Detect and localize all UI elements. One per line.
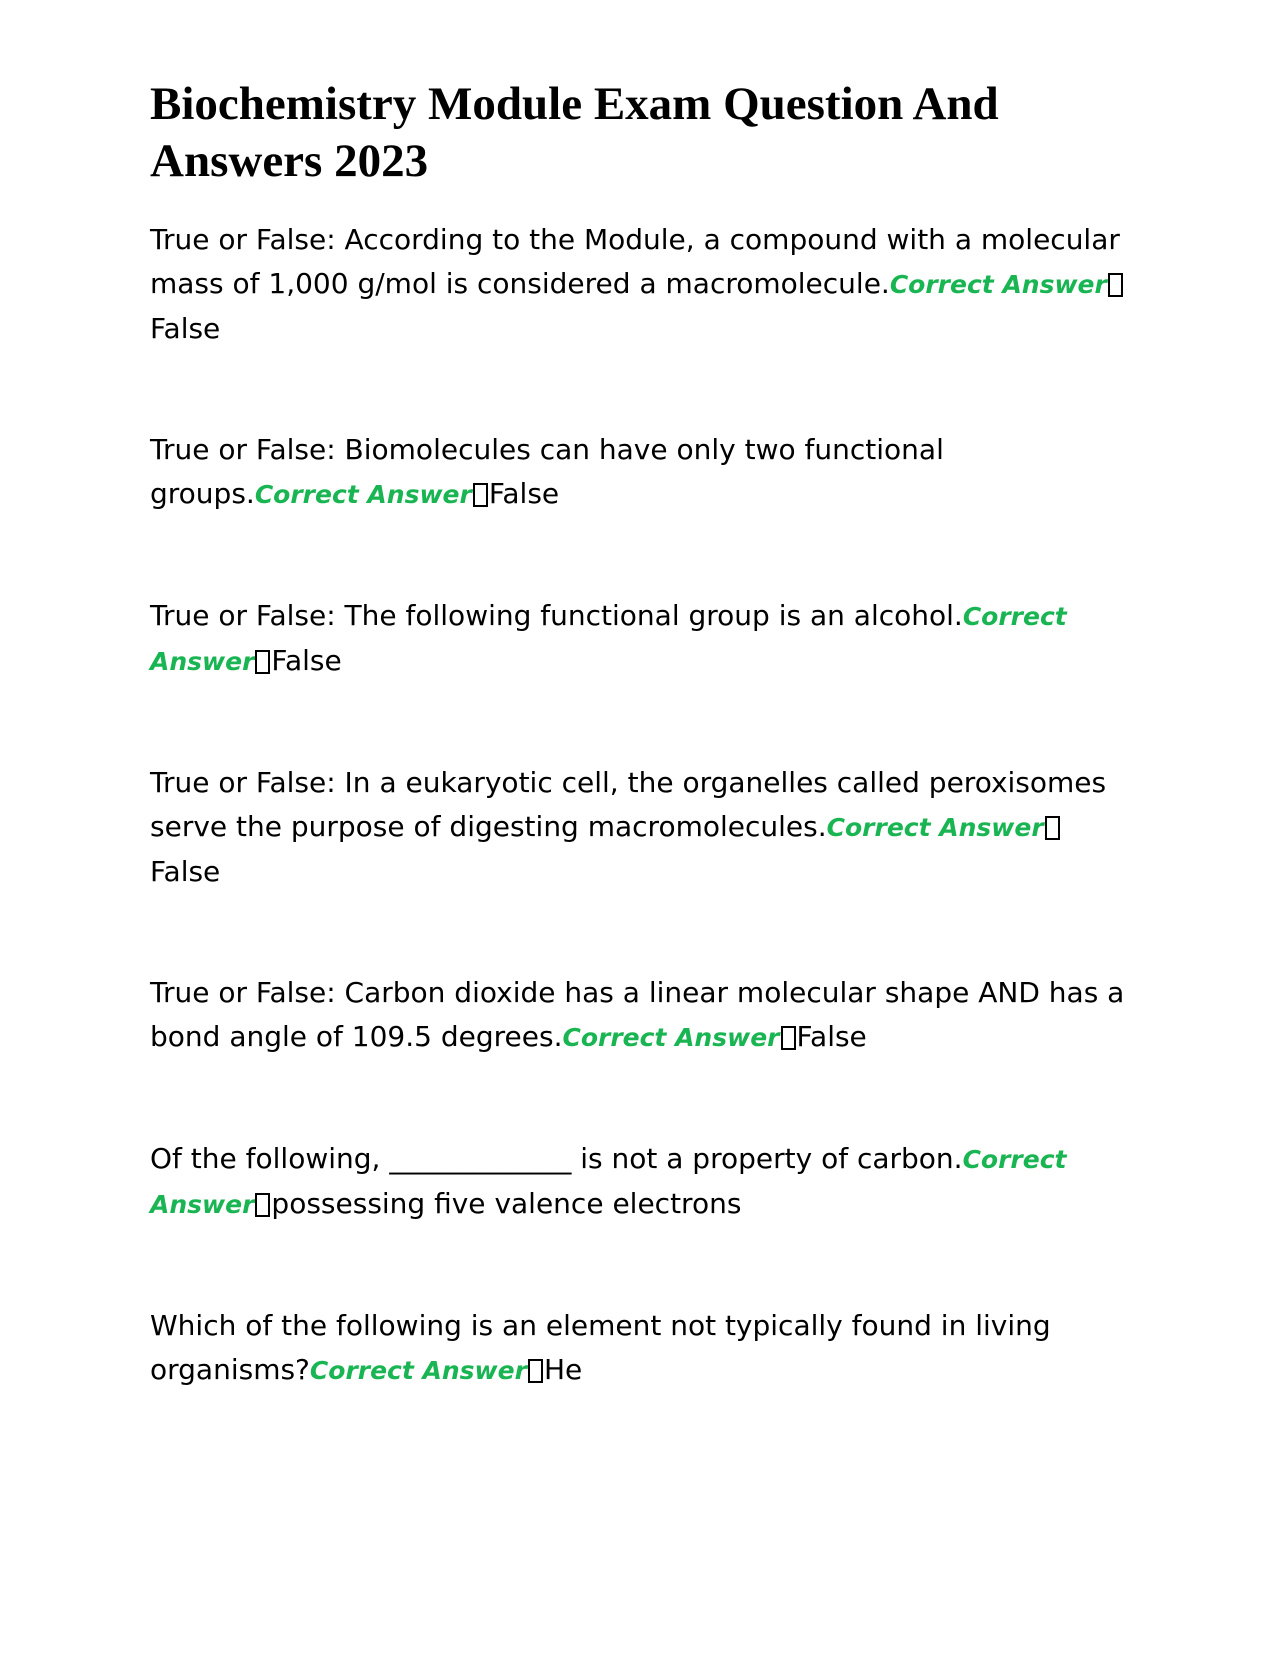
correct-answer-label: Correct Answer	[562, 1023, 780, 1052]
answer-text: False	[271, 644, 342, 677]
qa-item	[150, 594, 1130, 684]
question-text: True or False: The following functional group is an alcohol.	[150, 599, 963, 632]
question-text: Which of the following is an element not typically found in living organisms?	[150, 1309, 1051, 1386]
qa-item	[150, 761, 1130, 894]
missing-glyph-box-icon	[528, 1359, 543, 1383]
qa-item	[150, 1304, 1130, 1393]
missing-glyph-box-icon	[1045, 816, 1060, 840]
question-text: True or False: In a eukaryotic cell, the organelles called peroxisomes serve the purpose of digesting macromolecules.	[150, 766, 1107, 843]
missing-glyph-box-icon	[781, 1026, 796, 1050]
correct-answer-label: Correct Answer	[826, 813, 1044, 842]
document-title: Biochemistry Module Exam Question And Answers 2023	[150, 78, 999, 187]
qa-item	[150, 1137, 1130, 1227]
qa-item	[150, 218, 1130, 351]
answer-text: False	[150, 312, 221, 345]
qa-item	[150, 428, 1130, 517]
question-text: True or False: According to the Module, a compound with a molecular mass of 1,000 g/mol is considered a macromolecule.	[150, 223, 1120, 300]
correct-answer-label: Correct Answer	[150, 1145, 1067, 1219]
answer-text: False	[488, 477, 560, 510]
question-text: True or False: Biomolecules can have only two functional groups.	[150, 433, 944, 510]
missing-glyph-box-icon	[255, 650, 270, 674]
answer-text: False	[796, 1020, 867, 1053]
correct-answer-label: Correct Answer	[309, 1356, 527, 1385]
missing-glyph-box-icon	[1108, 273, 1123, 297]
missing-glyph-box-icon	[255, 1193, 270, 1217]
correct-answer-label: Correct Answer	[254, 480, 472, 509]
correct-answer-label: Correct Answer	[150, 602, 1067, 676]
question-text: True or False: Carbon dioxide has a linear molecular shape AND has a bond angle of 109.5 degrees.	[150, 976, 1125, 1053]
qa-item	[150, 971, 1130, 1060]
question-text: Of the following, _____________ is not a property of carbon.	[150, 1142, 963, 1175]
document-page	[150, 76, 1130, 1470]
missing-glyph-box-icon	[473, 483, 488, 507]
correct-answer-label: Correct Answer	[889, 270, 1107, 299]
answer-text: False	[150, 855, 221, 888]
answer-text: possessing five valence electrons	[271, 1187, 742, 1220]
answer-text: He	[543, 1353, 583, 1386]
